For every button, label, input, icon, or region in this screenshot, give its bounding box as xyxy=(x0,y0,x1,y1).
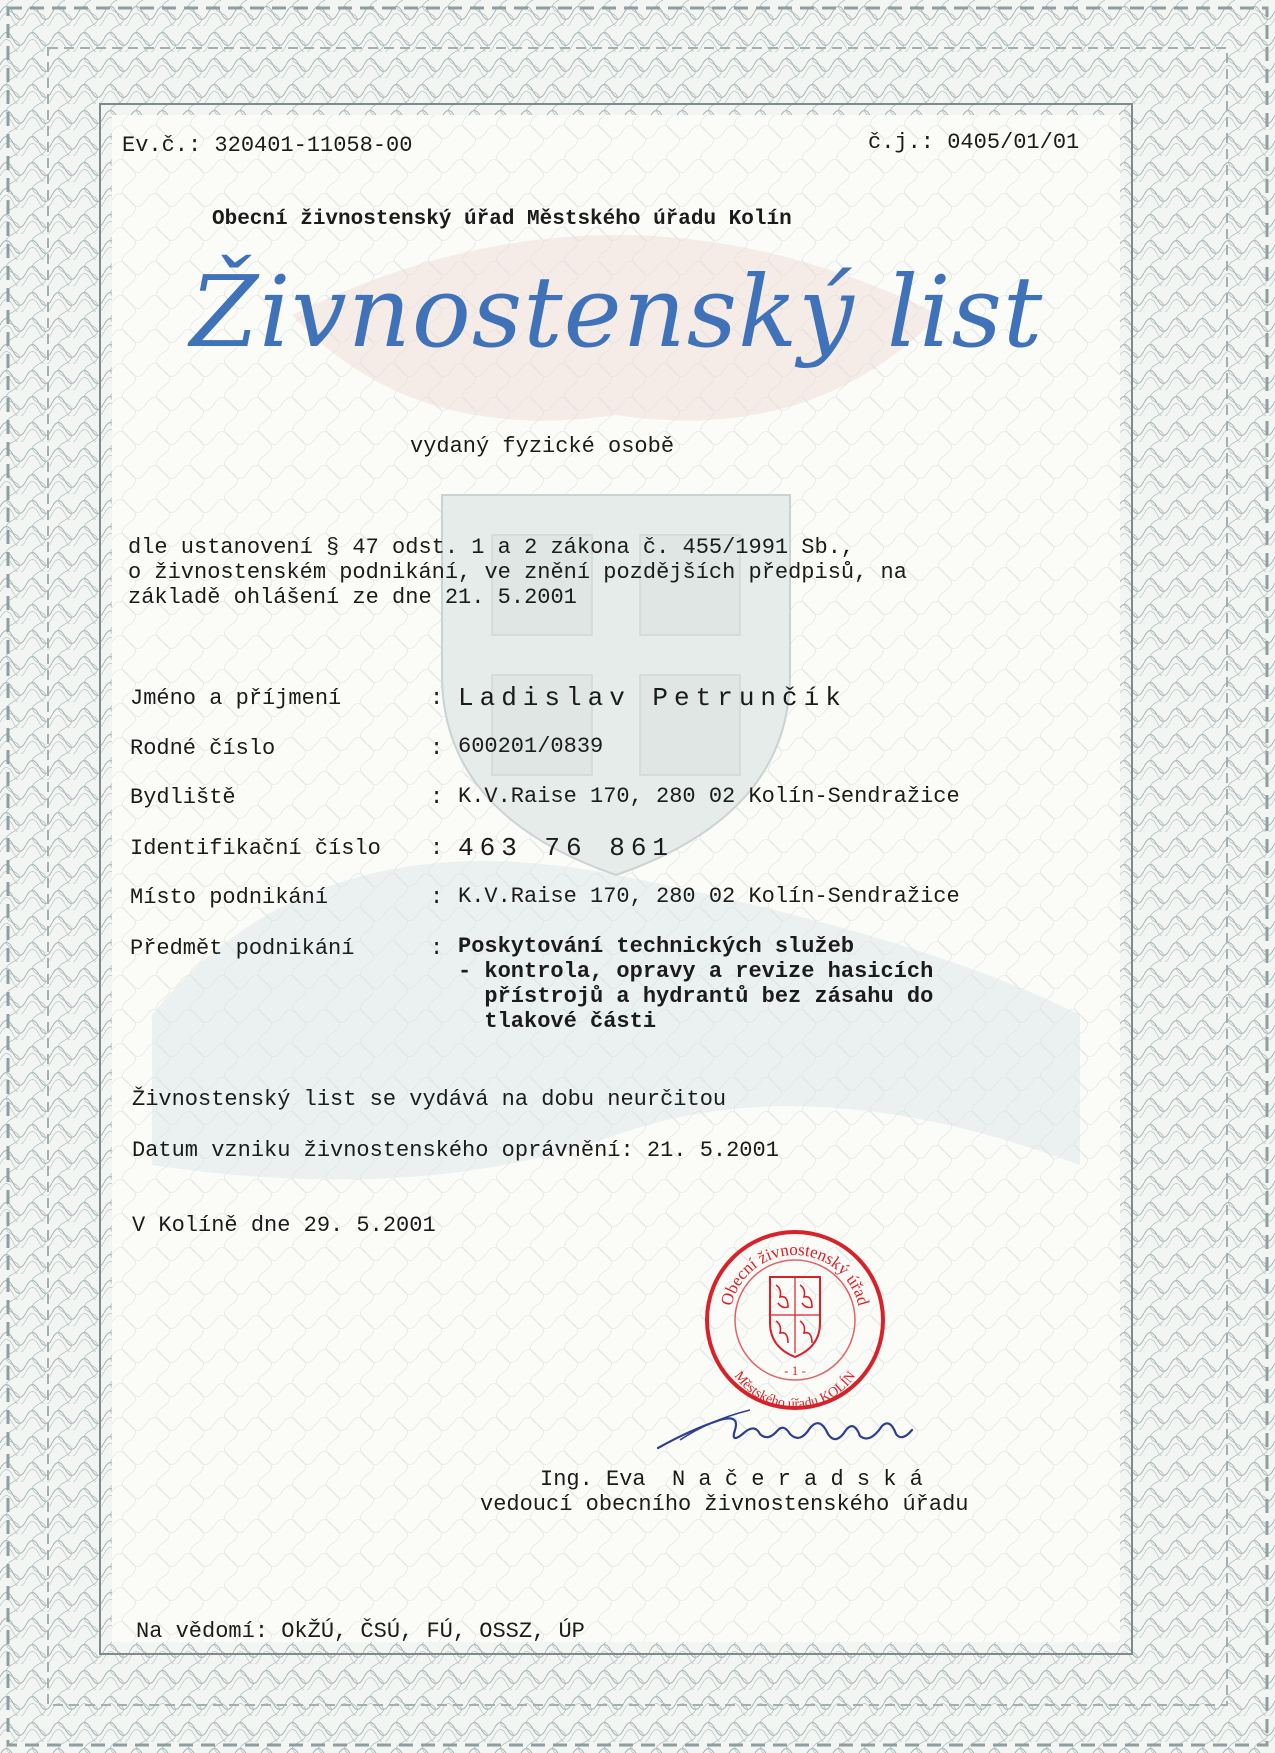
name-colon: : xyxy=(430,686,444,711)
handwritten-signature xyxy=(650,1390,940,1460)
place-and-date: V Kolíně dne 29. 5.2001 xyxy=(132,1213,436,1238)
subject-label: Předmět podnikání xyxy=(130,936,355,961)
document-title: Živnostenský list xyxy=(190,256,1044,370)
id-number-colon: : xyxy=(430,836,444,861)
start-date: Datum vzniku živnostenského oprávnění: 21. 5.2001 xyxy=(132,1138,779,1163)
subject-colon: : xyxy=(430,936,444,961)
signatory-position: vedoucí obecního živnostenského úřadu xyxy=(480,1492,969,1517)
place-of-business-value: K.V.Raise 170, 280 02 Kolín-Sendražice xyxy=(458,884,960,909)
issuing-office: Obecní živnostenský úřad Městského úřadu Kolín xyxy=(212,208,792,231)
subject-line-3: přístrojů a hydrantů bez zásahu do xyxy=(458,984,934,1009)
legal-basis-line-2: o živnostenském podnikání, ve znění pozdějších předpisů, na xyxy=(128,560,907,585)
name-value: Ladislav Petrunčík xyxy=(458,683,847,713)
signatory-name: Ing. Eva N a č e r a d s k á xyxy=(540,1467,923,1492)
id-number-label: Identifikační číslo xyxy=(130,836,381,861)
issued-to: vydaný fyzické osobě xyxy=(410,434,675,459)
svg-text:- 1 -: - 1 - xyxy=(784,1363,806,1378)
birth-number-label: Rodné číslo xyxy=(130,736,276,761)
svg-text:Obecní živnostenský úřad: Obecní živnostenský úřad xyxy=(716,1239,874,1308)
place-of-business-label: Místo podnikání xyxy=(130,885,329,910)
name-label: Jméno a příjmení xyxy=(130,686,342,711)
subject-line-1: Poskytování technických služeb xyxy=(458,934,855,959)
birth-number-colon: : xyxy=(430,736,444,761)
residence-value: K.V.Raise 170, 280 02 Kolín-Sendražice xyxy=(458,784,960,809)
reference-number: č.j.: 0405/01/01 xyxy=(868,130,1080,155)
id-number-value: 463 76 861 xyxy=(458,833,675,863)
place-of-business-colon: : xyxy=(430,885,444,910)
residence-label: Bydliště xyxy=(130,785,236,810)
birth-number-value: 600201/0839 xyxy=(458,734,604,759)
residence-colon: : xyxy=(430,785,444,810)
subject-line-4: tlakové části xyxy=(458,1009,657,1034)
svg-text:Městského úřadu KOLÍN: Městského úřadu KOLÍN xyxy=(730,1368,860,1413)
subject-line-2: - kontrola, opravy a revize hasicích xyxy=(458,959,934,984)
legal-basis-line-3: základě ohlášení ze dne 21. 5.2001 xyxy=(128,585,577,610)
evidence-number: Ev.č.: 320401-11058-00 xyxy=(122,133,413,158)
legal-basis-line-1: dle ustanovení § 47 odst. 1 a 2 zákona č. 455/1991 Sb., xyxy=(128,535,855,560)
carbon-copy-list: Na vědomí: OkŽÚ, ČSÚ, FÚ, OSSZ, ÚP xyxy=(136,1619,585,1644)
validity-statement: Živnostenský list se vydává na dobu neurčitou xyxy=(132,1087,727,1112)
official-stamp xyxy=(700,1225,890,1415)
